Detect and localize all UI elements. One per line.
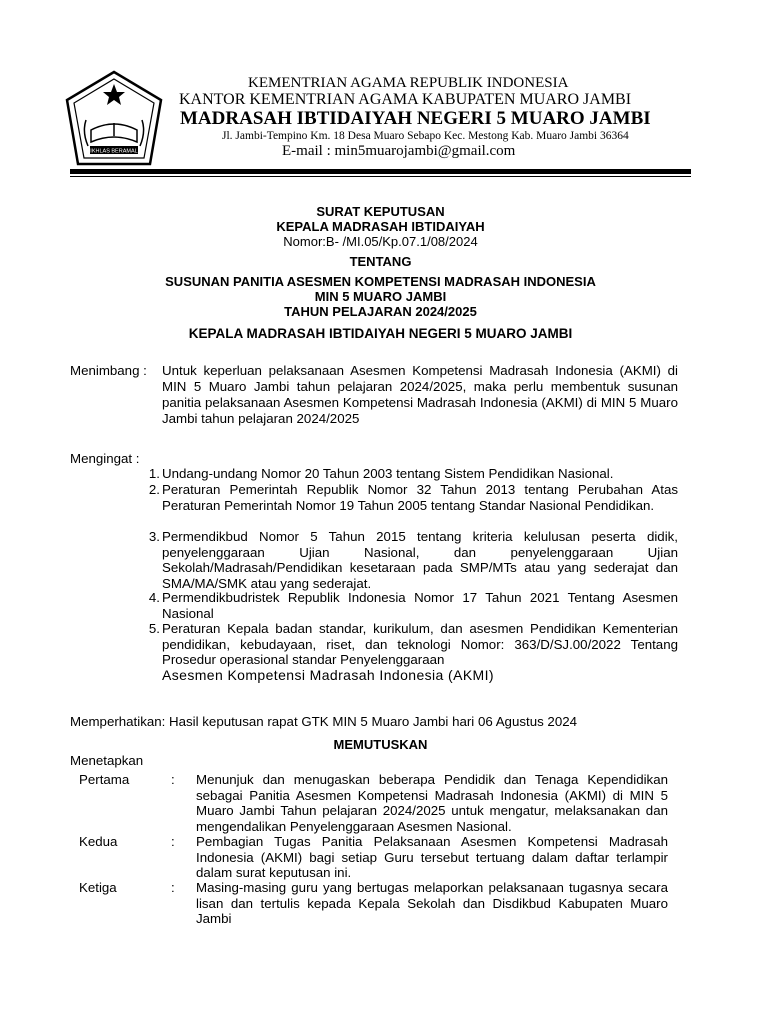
letterhead-email: E-mail : min5muarojambi@gmail.com	[282, 143, 516, 159]
subject-line-1: SUSUNAN PANITIA ASESMEN KOMPETENSI MADRASAH INDONESIA	[165, 274, 596, 289]
memperhatikan-text: Memperhatikan: Hasil keputusan rapat GTK MIN 5 Muaro Jambi hari 06 Agustus 2024	[70, 714, 578, 729]
tentang-heading: TENTANG	[349, 254, 412, 269]
subject-line-3: TAHUN PELAJARAN 2024/2025	[284, 304, 477, 319]
decision-text-pertama: Menunjuk dan menugaskan beberapa Pendidik dan Tenaga Kependidikan sebagai Panitia Asesmen Kompetensi Madrasah Indonesia (AKMI) di MIN 5 Muaro Jambi Tahun pelajaran 2024/2025 untuk mengatur, melaksanakan dan mengendalikan Penyelenggaraan Asesmen Nasional.	[196, 772, 668, 834]
logo-motto: IKHLAS BERAMAL	[90, 148, 138, 155]
decision-label-kedua: Kedua	[79, 834, 118, 849]
letterhead-divider-thin	[70, 176, 691, 177]
kementerian-agama-emblem-icon	[64, 70, 164, 166]
document-issuer: KEPALA MADRASAH IBTIDAIYAH	[276, 219, 485, 234]
letterhead-address: Jl. Jambi-Tempino Km. 18 Desa Muaro Sebapo Kec. Mestong Kab. Muaro Jambi 36364	[222, 130, 629, 142]
mengingat-label: Mengingat :	[70, 451, 140, 466]
decision-colon-pertama: :	[171, 772, 175, 787]
letterhead-school-name: MADRASAH IBTIDAIYAH NEGERI 5 MUARO JAMBI	[180, 108, 651, 129]
mengingat-item-5-tail: Asesmen Kompetensi Madrasah Indonesia (AKMI)	[162, 667, 494, 683]
decision-label-pertama: Pertama	[79, 772, 130, 787]
menimbang-label: Menimbang :	[70, 363, 147, 378]
document-title: SURAT KEPUTUSAN	[316, 204, 445, 219]
letterhead-office: KANTOR KEMENTRIAN AGAMA KABUPATEN MUARO JAMBI	[179, 91, 632, 108]
decision-label-ketiga: Ketiga	[79, 880, 117, 895]
memutuskan-heading: MEMUTUSKAN	[333, 737, 428, 752]
subject-line-2: MIN 5 MUARO JAMBI	[314, 289, 447, 304]
document-number: Nomor:B- /MI.05/Kp.07.1/08/2024	[283, 234, 478, 249]
decision-text-kedua: Pembagian Tugas Panitia Pelaksanaan Asesmen Kompetensi Madrasah Indonesia (AKMI) bagi setiap Guru tersebut tertuang dalam daftar terlampir dalam surat keputusan ini.	[196, 834, 668, 880]
menimbang-text: Untuk keperluan pelaksanaan Asesmen Kompetensi Madrasah Indonesia (AKMI) di MIN 5 Muaro Jambi tahun pelajaran 2024/2025, maka perlu membentuk susunan panitia pelaksanaan Asesmen Kompetensi Madrasah Indonesia (AKMI) di MIN 5 Muaro Jambi tahun pelajaran 2024/2025	[162, 363, 678, 426]
letterhead-divider-thick	[70, 169, 691, 174]
menetapkan-label: Menetapkan	[70, 753, 144, 768]
decision-colon-kedua: :	[171, 834, 175, 849]
authority-heading: KEPALA MADRASAH IBTIDAIYAH NEGERI 5 MUARO JAMBI	[188, 326, 573, 341]
decision-colon-ketiga: :	[171, 880, 175, 895]
letterhead-ministry: KEMENTRIAN AGAMA REPUBLIK INDONESIA	[248, 75, 569, 91]
decision-text-ketiga: Masing-masing guru yang bertugas melaporkan pelaksanaan tugasnya secara lisan dan tertulis kepada Kepala Sekolah dan Disdikbud Kabupaten Muaro Jambi	[196, 880, 668, 926]
